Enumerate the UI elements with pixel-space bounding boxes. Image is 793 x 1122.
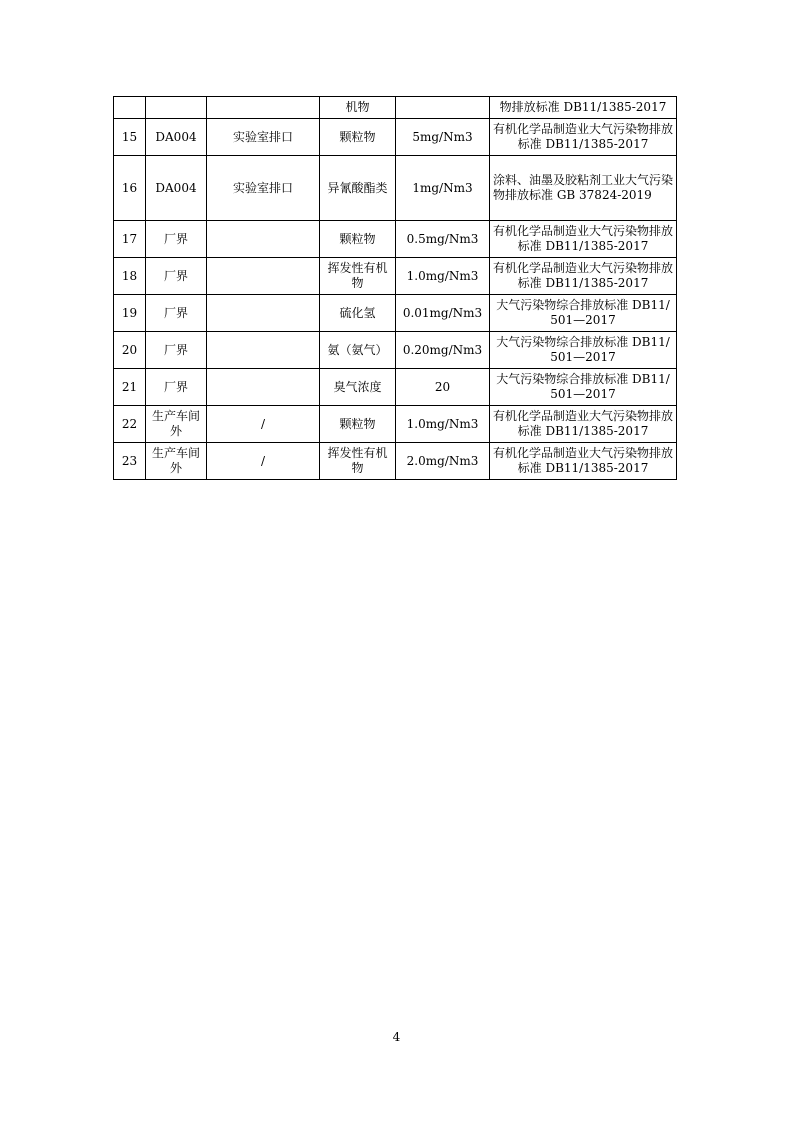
table-row xyxy=(114,258,677,295)
outlet-location xyxy=(207,369,320,406)
outlet-code: 厂界 xyxy=(146,369,207,406)
pollutant: 机物 xyxy=(320,97,396,119)
row-number xyxy=(114,97,146,119)
outlet-location: / xyxy=(207,406,320,443)
table-row xyxy=(114,119,677,156)
emission-standards-table xyxy=(113,96,677,480)
outlet-code: 厂界 xyxy=(146,258,207,295)
row-number: 23 xyxy=(114,443,146,480)
limit-value: 1mg/Nm3 xyxy=(396,156,490,221)
outlet-code: 厂界 xyxy=(146,221,207,258)
outlet-code: DA004 xyxy=(146,119,207,156)
limit-value: 0.20mg/Nm3 xyxy=(396,332,490,369)
standard: 大气污染物综合排放标准 DB11/ 501—2017 xyxy=(490,369,677,406)
limit-value: 2.0mg/Nm3 xyxy=(396,443,490,480)
row-number: 16 xyxy=(114,156,146,221)
pollutant: 氨（氨气） xyxy=(320,332,396,369)
limit-value: 20 xyxy=(396,369,490,406)
outlet-code: 厂界 xyxy=(146,332,207,369)
limit-value: 1.0mg/Nm3 xyxy=(396,406,490,443)
outlet-code xyxy=(146,97,207,119)
outlet-location: / xyxy=(207,443,320,480)
table-row xyxy=(114,156,677,221)
standard: 大气污染物综合排放标准 DB11/ 501—2017 xyxy=(490,332,677,369)
standard: 物排放标准 DB11/1385-2017 xyxy=(490,97,677,119)
outlet-location xyxy=(207,221,320,258)
outlet-location: 实验室排口 xyxy=(207,156,320,221)
table-row xyxy=(114,369,677,406)
outlet-code: 厂界 xyxy=(146,295,207,332)
table-row xyxy=(114,295,677,332)
limit-value: 0.5mg/Nm3 xyxy=(396,221,490,258)
pollutant: 挥发性有机物 xyxy=(320,258,396,295)
table-row xyxy=(114,406,677,443)
table-row xyxy=(114,443,677,480)
limit-value: 5mg/Nm3 xyxy=(396,119,490,156)
outlet-location xyxy=(207,295,320,332)
outlet-code: 生产车间外 xyxy=(146,443,207,480)
limit-value: 0.01mg/Nm3 xyxy=(396,295,490,332)
pollutant: 臭气浓度 xyxy=(320,369,396,406)
outlet-location xyxy=(207,332,320,369)
pollutant: 挥发性有机物 xyxy=(320,443,396,480)
pollutant: 颗粒物 xyxy=(320,221,396,258)
row-number: 21 xyxy=(114,369,146,406)
standard: 涂料、油墨及胶粘剂工业大气污染物排放标准 GB 37824-2019 xyxy=(490,156,677,221)
pollutant: 颗粒物 xyxy=(320,406,396,443)
row-number: 17 xyxy=(114,221,146,258)
outlet-code: 生产车间外 xyxy=(146,406,207,443)
pollutant: 硫化氢 xyxy=(320,295,396,332)
row-number: 15 xyxy=(114,119,146,156)
standard: 有机化学品制造业大气污染物排放标准 DB11/1385-2017 xyxy=(490,443,677,480)
page-number: 4 xyxy=(392,1030,401,1044)
row-number: 19 xyxy=(114,295,146,332)
standard: 有机化学品制造业大气污染物排放标准 DB11/1385-2017 xyxy=(490,406,677,443)
pollutant: 异氰酸酯类 xyxy=(320,156,396,221)
table-row xyxy=(114,221,677,258)
row-number: 18 xyxy=(114,258,146,295)
outlet-location xyxy=(207,97,320,119)
standard: 有机化学品制造业大气污染物排放标准 DB11/1385-2017 xyxy=(490,119,677,156)
outlet-location xyxy=(207,258,320,295)
standard: 有机化学品制造业大气污染物排放标准 DB11/1385-2017 xyxy=(490,221,677,258)
limit-value: 1.0mg/Nm3 xyxy=(396,258,490,295)
limit-value xyxy=(396,97,490,119)
row-number: 22 xyxy=(114,406,146,443)
outlet-location: 实验室排口 xyxy=(207,119,320,156)
row-number: 20 xyxy=(114,332,146,369)
standard: 大气污染物综合排放标准 DB11/ 501—2017 xyxy=(490,295,677,332)
table-row xyxy=(114,332,677,369)
outlet-code: DA004 xyxy=(146,156,207,221)
pollutant: 颗粒物 xyxy=(320,119,396,156)
table-row xyxy=(114,97,677,119)
standard: 有机化学品制造业大气污染物排放标准 DB11/1385-2017 xyxy=(490,258,677,295)
